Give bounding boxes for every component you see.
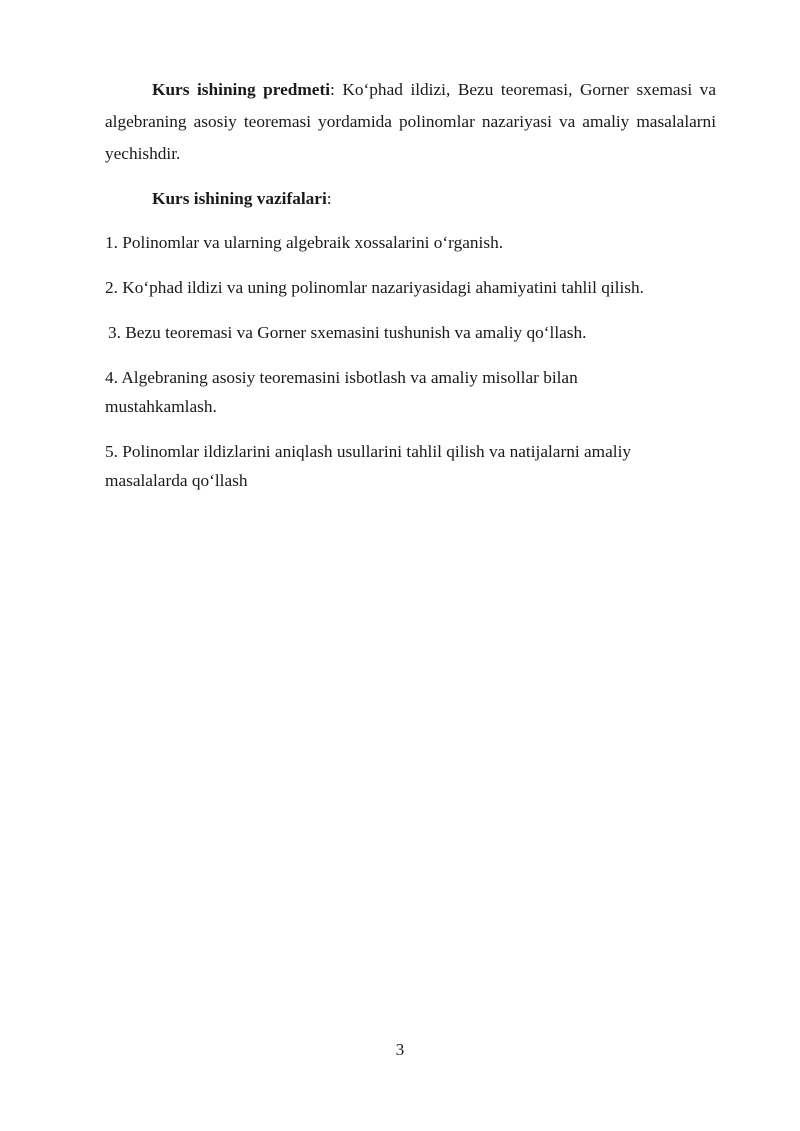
page-number: 3 (395, 1040, 405, 1059)
tasks-colon: : (326, 189, 332, 208)
subject-colon: : (330, 80, 335, 99)
subject-text: Ko‘phad ildizi, Bezu teoremasi, Gorner sxemasi va algebraning asosiy teoremasi yordamida polinomlar nazariyasi va amaliy masalalarni yechishdir. (105, 80, 716, 163)
task-item-4: 4. Algebraning asosiy teoremasini isbotlash va amaliy misollar bilan mustahkamlash. (105, 368, 578, 416)
task-item-3: 3. Bezu teoremasi va Gorner sxemasini tushunish va amaliy qo‘llash. (108, 323, 587, 342)
task-item-2: 2. Ko‘phad ildizi va uning polinomlar nazariyasidagi ahamiyatini tahlil qilish. (105, 278, 644, 297)
subject-label: Kurs ishining predmeti (152, 80, 331, 99)
tasks-heading (105, 183, 716, 215)
subject-paragraph (105, 74, 716, 170)
page-content (105, 74, 716, 511)
task-item-1: 1. Polinomlar va ularning algebraik xossalarini o‘rganish. (105, 233, 504, 252)
tasks-label: Kurs ishining vazifalari (152, 189, 327, 208)
task-item-5: 5. Polinomlar ildizlarini aniqlash usullarini tahlil qilish va natijalarni amaliy masalalarda qo‘llash (105, 442, 632, 490)
